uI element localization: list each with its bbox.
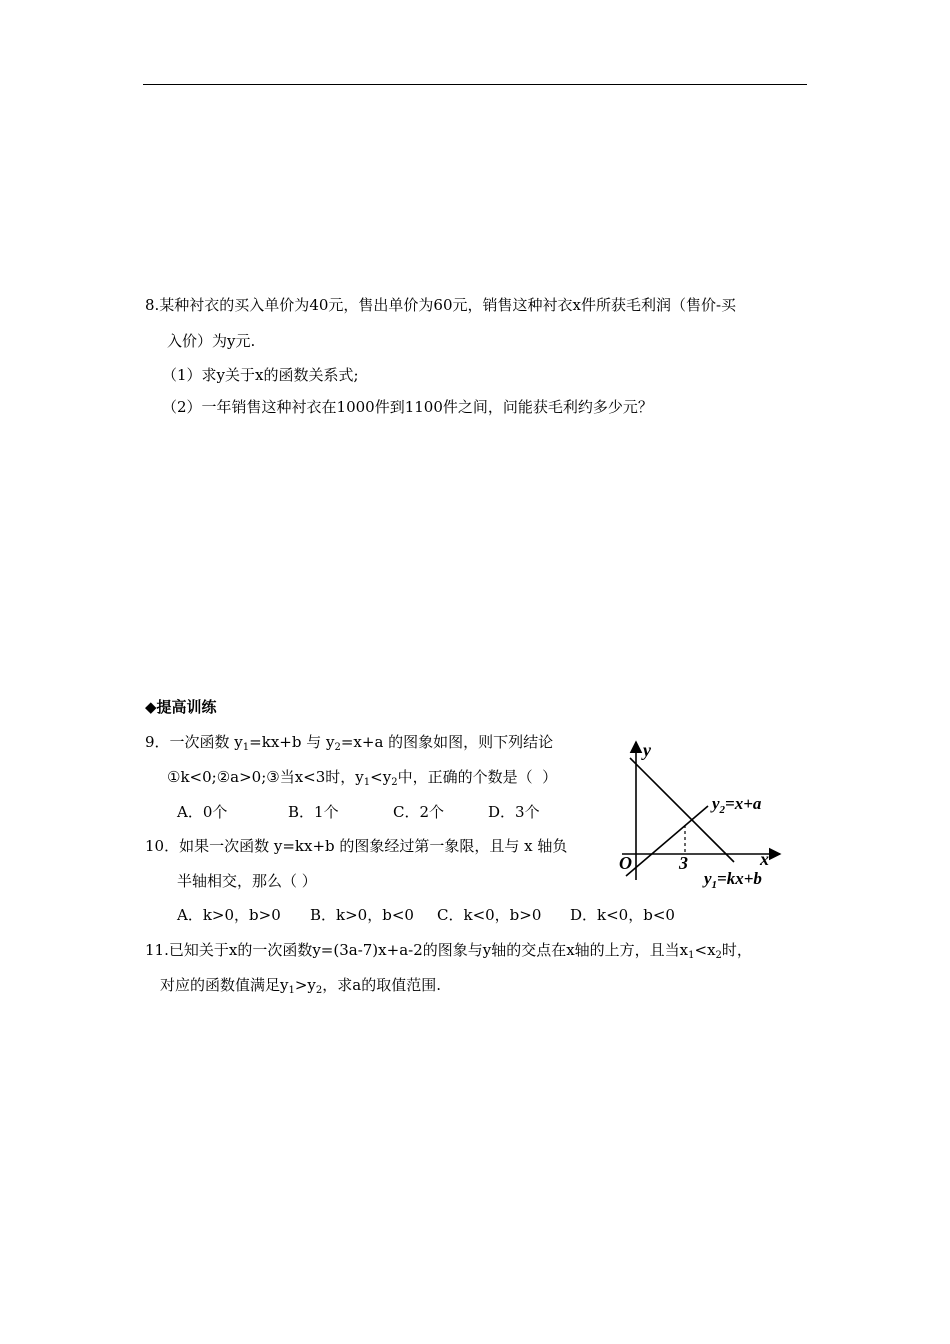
line2-label: $y_2=x+a$ [712,794,762,816]
q10-option-c: C．k<0，b>0 [437,906,542,924]
q9-option-c: C．2个 [393,803,445,821]
q9-line1: 9．一次函数 $y_1=kx+b$ 与 $y_2=x+a$ 的图象如图，则下列结论 [145,733,554,753]
q8-sub1: （1）求y关于x的函数关系式; [162,366,359,384]
section-title: ◆提高训练 [145,698,217,716]
q9-option-b: B．1个 [288,803,339,821]
q8-line2: 入价）为y元. [167,332,256,350]
q8-line1: 8.某种衬衣的买入单价为40元，售出单价为60元，销售这种衬衣x件所获毛利润（售价-买 [145,296,737,314]
x-axis-label: x [760,849,769,869]
q8-sub2: （2）一年销售这种衬衣在1000件到1100件之间，问能获毛利约多少元？ [162,398,653,416]
q9-option-d: D．3个 [488,803,540,821]
q9-option-a: A．0个 [177,803,228,821]
q9-line2: ①k<0;②a>0;③当x<3时，$y_1<y_2$中，正确的个数是（ ） [167,768,558,788]
function-graph [600,730,800,895]
q10-option-b: B．k>0，b<0 [310,906,414,924]
q10-line2: 半轴相交，那么（ ） [177,872,317,890]
header-rule [143,84,807,85]
q10-line1: 10．如果一次函数 y=kx+b 的图象经过第一象限，且与 x 轴负 [145,837,568,855]
q10-option-d: D．k<0，b<0 [570,906,675,924]
line1-label: $y_1=kx+b$ [704,869,762,891]
line-y2 [626,806,708,876]
q10-option-a: A．k>0，b>0 [177,906,281,924]
q11-line2: 对应的函数值满足$y_1>y_2$，求a的取值范围. [160,976,441,996]
y-axis-label: y [643,740,651,760]
q11-line1: 11.已知关于x的一次函数y=(3a-7)x+a-2的图象与y轴的交点在x轴的上方，且当$x_1<x_2$时， [145,941,752,961]
origin-label: O [619,853,632,873]
tick-label-3: 3 [679,853,688,873]
